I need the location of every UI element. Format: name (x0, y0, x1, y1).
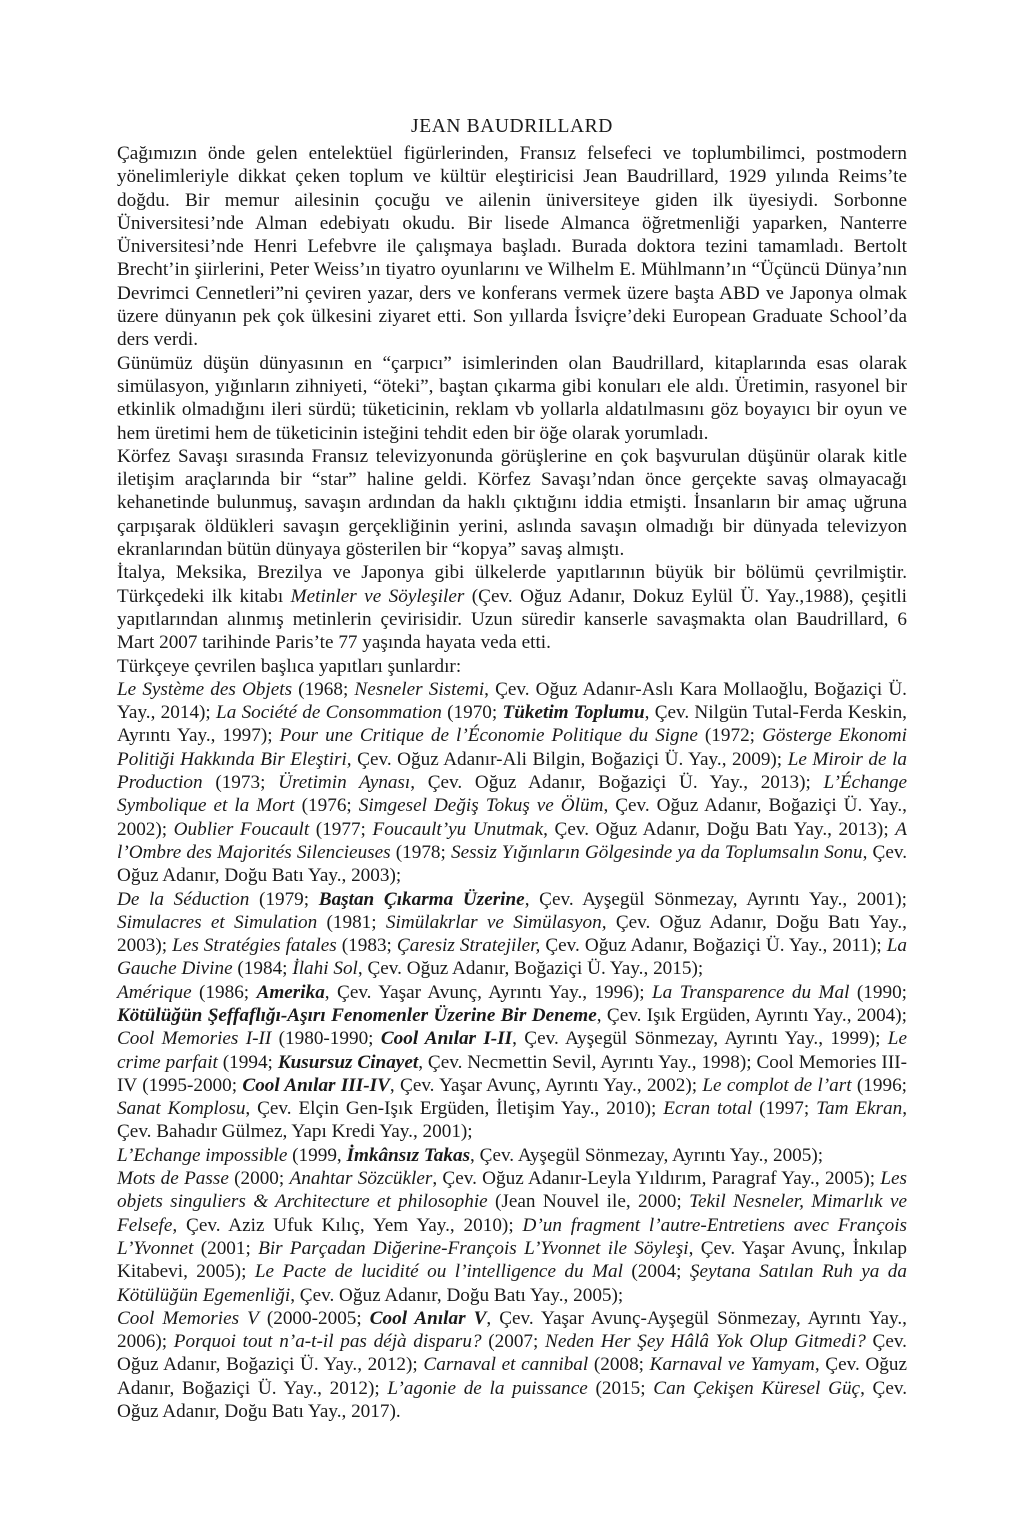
original-title: Tam Ekran (816, 1098, 903, 1120)
original-title: Ecran total (663, 1098, 753, 1120)
text-run: Günümüz düşün dünyasının en “çarpıcı” isimlerinden olan Baudrillard, kitaplarında esas olarak simülasyon, yığınların zihniyeti, “öteki”, baştan çıkarma gibi konuları ele aldı. Üretimin, rasyonel bir etkinlik olmadığını ileri sürdü; tüketicinin, reklam vb yollarla aldatılmasını göz boyayıcı bir oyun ve hem üretimi hem de tüketicinin isteğini tehdit eden bir öğe olarak yorumladı. (117, 352, 907, 444)
original-title: Şeytana Satılan Ruh ya da Kötülüğün Egemenliği (117, 1261, 907, 1306)
text-run: (2000-2005; (258, 1307, 370, 1329)
original-title: Tekil Nesneler, Mimarlık ve Felsefe, (117, 1191, 908, 1236)
translated-title: Amerika (256, 981, 325, 1003)
text-run: , Çev. Nilgün Tutal-Ferda Keskin, Ayrıntı Yay., 1997); (117, 702, 907, 747)
original-title: La Société de Consommation (216, 702, 442, 724)
original-title: L’Echange impossible (117, 1144, 288, 1166)
text-run: (Çev. Oğuz Adanır, Dokuz Eylül Ü. Yay.,1988), çeşitli yapıtlarından alınmış metinlerin çevirisidir. Uzun süredir kanserle savaşmakta olan Baudrillard, 6 Mart 2007 tarihinde Paris’te 77 yaşında hayata veda etti. (117, 585, 907, 654)
paragraph (117, 1307, 907, 1423)
text-run: (1999, (287, 1144, 347, 1166)
text-run: Türkçeye çevrilen başlıca yapıtları şunlardır: (117, 655, 462, 677)
text-run: (Jean Nouvel ile, 2000; (487, 1191, 690, 1213)
text-run: (1981; (317, 911, 386, 933)
text-run: Körfez Savaşı sırasında Fransız televizyonunda görüşlerine en çok başvurulan düşünür olarak kitle iletişim araçlarında bir “star” haline geldi. Körfez Savaşı’ndan önce gerçekte savaş olmayacağı kehanetinde bulunmuş, savaşın ardından da haklı çıktığını iddia etmişti. İnsanların bir amaç uğruna çarpışarak öldükleri savaşın gerçekliğinin yerini, aslında savaşın olmadığı bir dünyada televizyon ekranlarından bütün dünyaya gösterilen bir “kopya” savaş almıştı. (117, 445, 907, 561)
original-title: Bir Parçadan Diğerine-François L’Yvonnet ile Söyleşi (258, 1237, 689, 1259)
text-run: , Çev. Oğuz Adanır-Leyla Yıldırım, Paragraf Yay., 2005); (432, 1168, 881, 1190)
original-title: Mots de Passe (117, 1168, 229, 1190)
body-text (117, 142, 907, 1423)
original-title: Pour une Critique de l’Économie Politique du Signe (279, 725, 698, 747)
text-run: (1996; (851, 1074, 907, 1096)
text-run: Çev. Oğuz Adanır, Boğaziçi Ü. Yay., 2012); (117, 1331, 907, 1376)
original-title: Simgesel Değiş Tokuş ve Ölüm (358, 795, 604, 817)
original-title: Le Pacte de lucidité ou l’intelligence du Mal (254, 1261, 623, 1283)
text-run: (2015; (587, 1377, 654, 1399)
original-title: L’Échange Symbolique et la Mort (117, 772, 907, 817)
text-run: , Çev. Oğuz Adanır, Boğaziçi Ü. Yay., 2013); (410, 772, 824, 794)
paragraph (117, 655, 907, 678)
original-title: Oublier Foucault (173, 818, 310, 840)
text-run: , Çev. Oğuz Adanır-Aslı Kara Mollaoğlu, Boğaziçi Ü. Yay., 2014); (117, 678, 907, 724)
original-title: Les objets singuliers & Architecture et philosophie (117, 1168, 907, 1213)
text-run: , Çev. Ayşegül Sönmezay, Ayrıntı Yay., 2001); (524, 888, 907, 910)
text-run: , Çev. Yaşar Avunç-Ayşegül Sönmezay, Ayrıntı Yay., 2006); (117, 1307, 907, 1353)
original-title: İlahi Sol (292, 958, 358, 980)
text-run: , Çev. Yaşar Avunç, İnkılap Kitabevi, 2005); (117, 1237, 907, 1283)
original-title: De la Séduction (117, 888, 250, 910)
original-title: Foucault’yu Unutmak (372, 818, 544, 840)
text-run: (1979; (249, 888, 319, 910)
translated-title: Cool Anılar I-II (380, 1028, 513, 1050)
text-run: (1970; (441, 702, 503, 724)
original-title: Çaresiz Stratejiler, (396, 935, 541, 957)
original-title: L’agonie de la puissance (387, 1377, 588, 1399)
translated-title: Kötülüğün Şeffaflığı-Aşırı Fenomenler Üzerine Bir Deneme (117, 1004, 597, 1026)
text-run: Çev. Aziz Ufuk Kılıç, Yem Yay., 2010); (177, 1214, 523, 1236)
text-run: (2001; (193, 1237, 259, 1259)
original-title: Les Stratégies fatales (172, 935, 337, 957)
translated-title: İmkânsız Takas (346, 1144, 471, 1166)
original-title: Metinler ve Söyleşiler (290, 585, 465, 607)
original-title: Sanat Komplosu (117, 1098, 246, 1120)
text-run: , Çev. Işık Ergüden, Ayrıntı Yay., 2004); (596, 1004, 907, 1026)
original-title: La Transparence du Mal (652, 981, 850, 1003)
original-title: Porquoi tout n’a-t-il pas déjà disparu? (173, 1331, 482, 1353)
paragraph (117, 888, 907, 981)
text-run: (1973; (202, 772, 279, 794)
paragraph (117, 1144, 907, 1167)
text-run: Çev. Oğuz Adanır, Boğaziçi Ü. Yay., 2011); (540, 935, 887, 957)
paragraph (117, 352, 907, 445)
original-title: Nesneler Sistemi (354, 678, 485, 700)
original-title: Anahtar Sözcükler (289, 1168, 433, 1190)
text-run: , Çev. Oğuz Adanır, Doğu Batı Yay., 2005); (290, 1284, 624, 1306)
text-run: , Çev. Yaşar Avunç, Ayrıntı Yay., 1996); (324, 981, 652, 1003)
text-run: (1978; (390, 841, 451, 863)
text-run: , Çev. Bahadır Gülmez, Yapı Kredi Yay., 2001); (117, 1098, 907, 1143)
translated-title: Cool Anılar III-IV (242, 1074, 390, 1096)
text-run: Çev. Oğuz Adanır, Doğu Batı Yay., 2003); (117, 911, 907, 957)
page-title: JEAN BAUDRILLARD (411, 116, 613, 137)
text-run: , Çev. Yaşar Avunç, Ayrıntı Yay., 2002); (389, 1074, 703, 1096)
original-title: Cool Memories I-II (117, 1028, 272, 1050)
text-run: (1972; (697, 725, 763, 747)
text-run: (2000; (228, 1168, 290, 1190)
translated-title: Tüketim Toplumu (502, 702, 645, 724)
original-title: Gösterge Ekonomi Politiği Hakkında Bir Eleştiri, (117, 725, 907, 770)
paragraph (117, 142, 907, 352)
text-run: (2004; (622, 1261, 690, 1283)
text-run: , Çev. Necmettin Sevil, Ayrıntı Yay., 1998); Cool Memories III-IV (1995-2000; (117, 1051, 907, 1096)
text-run: (1997; (752, 1098, 817, 1120)
paragraph (117, 1167, 907, 1307)
text-run: (1977; (309, 818, 373, 840)
original-title: La Gauche Divine (117, 935, 907, 980)
text-run: , Çev. Oğuz Adanır, Doğu Batı Yay., 2017). (117, 1377, 908, 1423)
text-run: (2007; (481, 1331, 546, 1353)
text-run: (1976; (294, 795, 359, 817)
text-run: , Çev. Ayşegül Sönmezay, Ayrıntı Yay., 1999); (512, 1028, 888, 1050)
original-title: Simulacres et Simulation (117, 911, 318, 933)
paragraph (117, 678, 907, 888)
original-title: Le crime parfait (117, 1028, 907, 1073)
original-title: Karnaval ve Yamyam (649, 1354, 815, 1376)
text-run: , Çev. Oğuz Adanır, Boğaziçi Ü. Yay., 2012); (117, 1354, 907, 1399)
text-run: , Çev. Oğuz Adanır, Doğu Batı Yay., 2003); (117, 841, 907, 887)
text-run: (1984; (232, 958, 293, 980)
text-run: , Çev. Oğuz Adanır, Boğaziçi Ü. Yay., 2002); (117, 795, 907, 840)
text-run: (1986; (191, 981, 257, 1003)
translated-title: Kusursuz Cinayet (277, 1051, 419, 1073)
original-title: Simülakrlar ve Simülasyon, (385, 911, 607, 933)
translated-title: Baştan Çıkarma Üzerine (318, 888, 525, 910)
original-title: Carnaval et cannibal (423, 1354, 589, 1376)
text-run: (1980-1990; (271, 1028, 381, 1050)
page (117, 116, 907, 1423)
text-run: , Çev. Ayşegül Sönmezay, Ayrıntı Yay., 2005); (470, 1144, 824, 1166)
translated-title: Cool Anılar V (369, 1307, 487, 1329)
text-run: (1968; (292, 678, 355, 700)
text-run: (1994; (217, 1051, 278, 1073)
original-title: Üretimin Aynası (278, 772, 411, 794)
paragraph (117, 981, 907, 1144)
paragraph (117, 561, 907, 654)
original-title: Le complot de l’art (702, 1074, 852, 1096)
text-run: , Çev. Elçin Gen-Işık Ergüden, İletişim Yay., 2010); (245, 1098, 664, 1120)
original-title: Le Miroir de la Production (117, 748, 908, 794)
original-title: Sessiz Yığınların Gölgesinde ya da Toplumsalın Sonu (450, 841, 863, 863)
original-title: Cool Memories V (117, 1307, 259, 1329)
text-run: (2008; (588, 1354, 650, 1376)
original-title: Amérique (117, 981, 192, 1003)
original-title: Le Système des Objets (117, 678, 293, 700)
original-title: D’un fragment l’autre-Entretiens avec François L’Yvonnet (117, 1214, 907, 1259)
text-run: (1990; (849, 981, 907, 1003)
text-run: Çev. Oğuz Adanır-Ali Bilgin, Boğaziçi Ü. Yay., 2009); (351, 748, 788, 770)
paragraph (117, 445, 907, 561)
original-title: A l’Ombre des Majorités Silencieuses (117, 818, 907, 863)
text-run: Çağımızın önde gelen entelektüel figürlerinden, Fransız felsefeci ve toplumbilimci, postmodern yönelimleriyle dikkat çeken toplum ve kültür eleştiricisi Jean Baudrillard, 1929 yılında Reims’te doğdu. Bir memur ailesinin çocuğu ve ailenin üniversiteye giden ilk üyesiydi. Sorbonne Üniversitesi’nde Alman edebiyatı okudu. Bir lisede Almanca öğretmenliği yaparken, Nanterre Üniversitesi’nde Henri Lefebvre ile çalışmaya başladı. Burada doktora tezini tamamladı. Bertolt Brecht’in şiirlerini, Peter Weiss’ın tiyatro oyunlarını ve Wilhelm E. Mühlmann’ın “Üçüncü Dünya’nın Devrimci Cennetleri”ni çeviren yazar, ders ve konferans vermek üzere başta ABD ve Japonya olmak üzere dünyanın pek çok ülkesini ziyaret etti. Son yıllarda İsviçre’deki European Graduate School’da ders verdi. (117, 143, 907, 351)
text-run: , Çev. Oğuz Adanır, Doğu Batı Yay., 2013); (543, 818, 896, 840)
text-run: İtalya, Meksika, Brezilya ve Japonya gibi ülkelerde yapıtlarının büyük bir bölümü çevrilmiştir. Türkçedeki ilk kitabı (117, 562, 907, 607)
original-title: Can Çekişen Küresel Güç (653, 1377, 861, 1399)
text-run: , Çev. Oğuz Adanır, Boğaziçi Ü. Yay., 2015); (357, 958, 704, 980)
original-title: Neden Her Şey Hâlâ Yok Olup Gitmedi? (545, 1331, 866, 1353)
text-run: (1983; (336, 935, 397, 957)
